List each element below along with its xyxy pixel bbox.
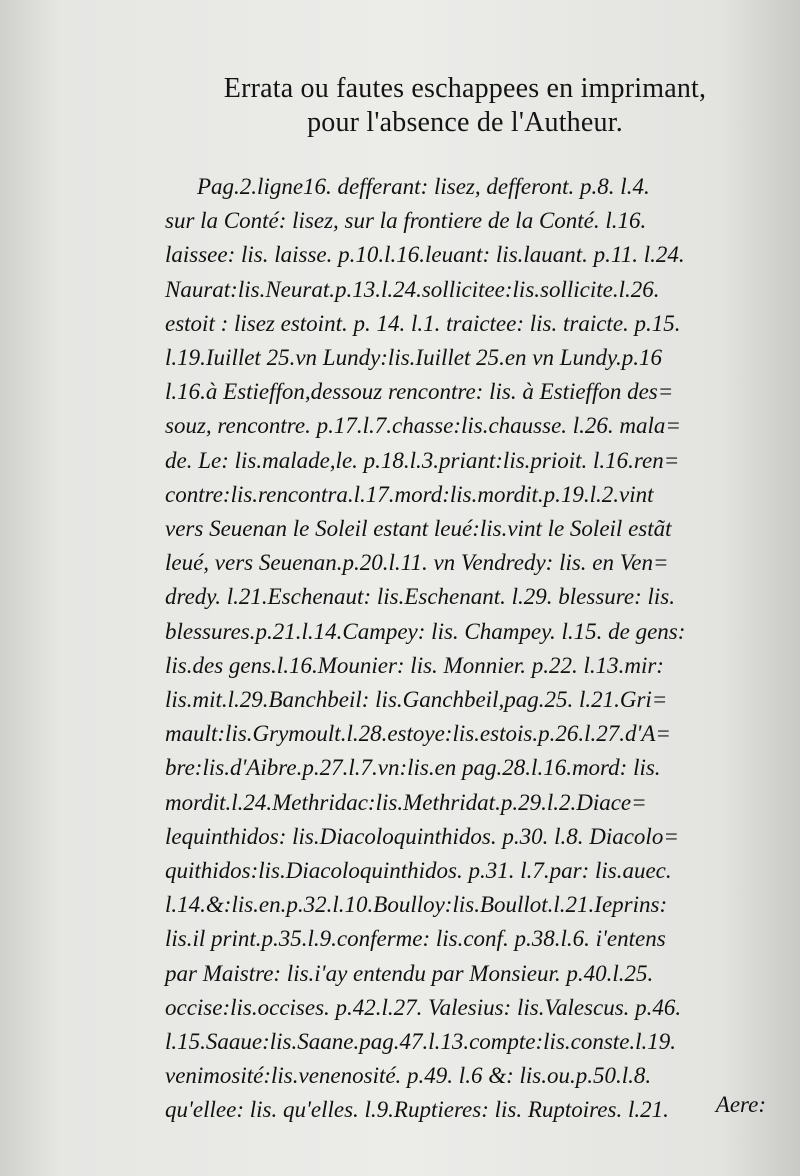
errata-line: Pag.2.ligne16. defferant: lisez, defferont. p.8. l.4. xyxy=(197,174,650,199)
errata-line: l.15.Saaue:lis.Saane.pag.47.l.13.compte:lis.conste.l.19. xyxy=(165,1029,677,1055)
errata-line: l.19.Iuillet 25.vn Lundy:lis.Iuillet 25.en vn Lundy.p.16 xyxy=(165,345,662,371)
errata-text-block xyxy=(165,170,775,1128)
heading-line-2: pour l'absence de l'Autheur. xyxy=(307,107,623,138)
errata-line: venimosité:lis.venenosité. p.49. l.6 &: lis.ou.p.50.l.8. xyxy=(165,1063,652,1089)
errata-line: souz, rencontre. p.17.l.7.chasse:lis.chausse. l.26. mala= xyxy=(165,413,681,439)
errata-line: bre:lis.d'Aibre.p.27.l.7.vn:lis.en pag.28.l.16.mord: lis. xyxy=(165,755,661,781)
errata-heading xyxy=(150,72,780,140)
errata-line: mordit.l.24.Methridac:lis.Methridat.p.29.l.2.Diace= xyxy=(165,789,647,815)
errata-line: contre:lis.rencontra.l.17.mord:lis.mordit.p.19.l.2.vint xyxy=(165,481,654,507)
errata-line: occise:lis.occises. p.42.l.27. Valesius: lis.Valescus. p.46. xyxy=(165,994,682,1020)
errata-line: lis.des gens.l.16.Mounier: lis. Monnier. p.22. l.13.mir: xyxy=(165,652,664,678)
errata-line: l.14.&:lis.en.p.32.l.10.Boulloy:lis.Boullot.l.21.Ieprins: xyxy=(165,892,668,918)
errata-line: laissee: lis. laisse. p.10.l.16.leuant: lis.lauant. p.11. l.24. xyxy=(165,242,685,268)
errata-line: mault:lis.Grymoult.l.28.estoye:lis.estois.p.26.l.27.d'A= xyxy=(165,721,671,747)
errata-line: l.16.à Estieffon,dessouz rencontre: lis. à Estieffon des= xyxy=(165,379,674,405)
errata-line: blessures.p.21.l.14.Campey: lis. Champey. l.15. de gens: xyxy=(165,618,686,644)
errata-line: qu'ellee: lis. qu'elles. l.9.Ruptieres: lis. Ruptoires. l.21. xyxy=(165,1097,669,1123)
errata-line: de. Le: lis.malade,le. p.18.l.3.priant:lis.prioit. l.16.ren= xyxy=(165,447,680,473)
errata-line: leué, vers Seuenan.p.20.l.11. vn Vendredy: lis. en Ven= xyxy=(165,550,669,576)
errata-line: Naurat:lis.Neurat.p.13.l.24.sollicitee:lis.sollicite.l.26. xyxy=(165,276,660,302)
catchword: Aere: xyxy=(715,1092,766,1117)
errata-line: lis.il print.p.35.l.9.conferme: lis.conf. p.38.l.6. i'entens xyxy=(165,926,666,952)
heading-line-1: Errata ou fautes eschappees en imprimant, xyxy=(223,73,707,104)
errata-line: vers Seuenan le Soleil estant leué:lis.vint le Soleil estãt xyxy=(165,516,672,542)
errata-line: sur la Conté: lisez, sur la frontiere de la Conté. l.16. xyxy=(165,208,647,234)
errata-line: lis.mit.l.29.Banchbeil: lis.Ganchbeil,pag.25. l.21.Gri= xyxy=(165,687,668,713)
errata-line: lequinthidos: lis.Diacoloquinthidos. p.30. l.8. Diacolo= xyxy=(165,823,679,849)
errata-line: par Maistre: lis.i'ay entendu par Monsieur. p.40.l.25. xyxy=(165,960,654,986)
errata-line: estoit : lisez estoint. p. 14. l.1. traictee: lis. traicte. p.15. xyxy=(165,310,681,336)
errata-line: quithidos:lis.Diacoloquinthidos. p.31. l.7.par: lis.auec. xyxy=(165,858,672,884)
errata-line: dredy. l.21.Eschenaut: lis.Eschenant. l.29. blessure: lis. xyxy=(165,584,675,610)
